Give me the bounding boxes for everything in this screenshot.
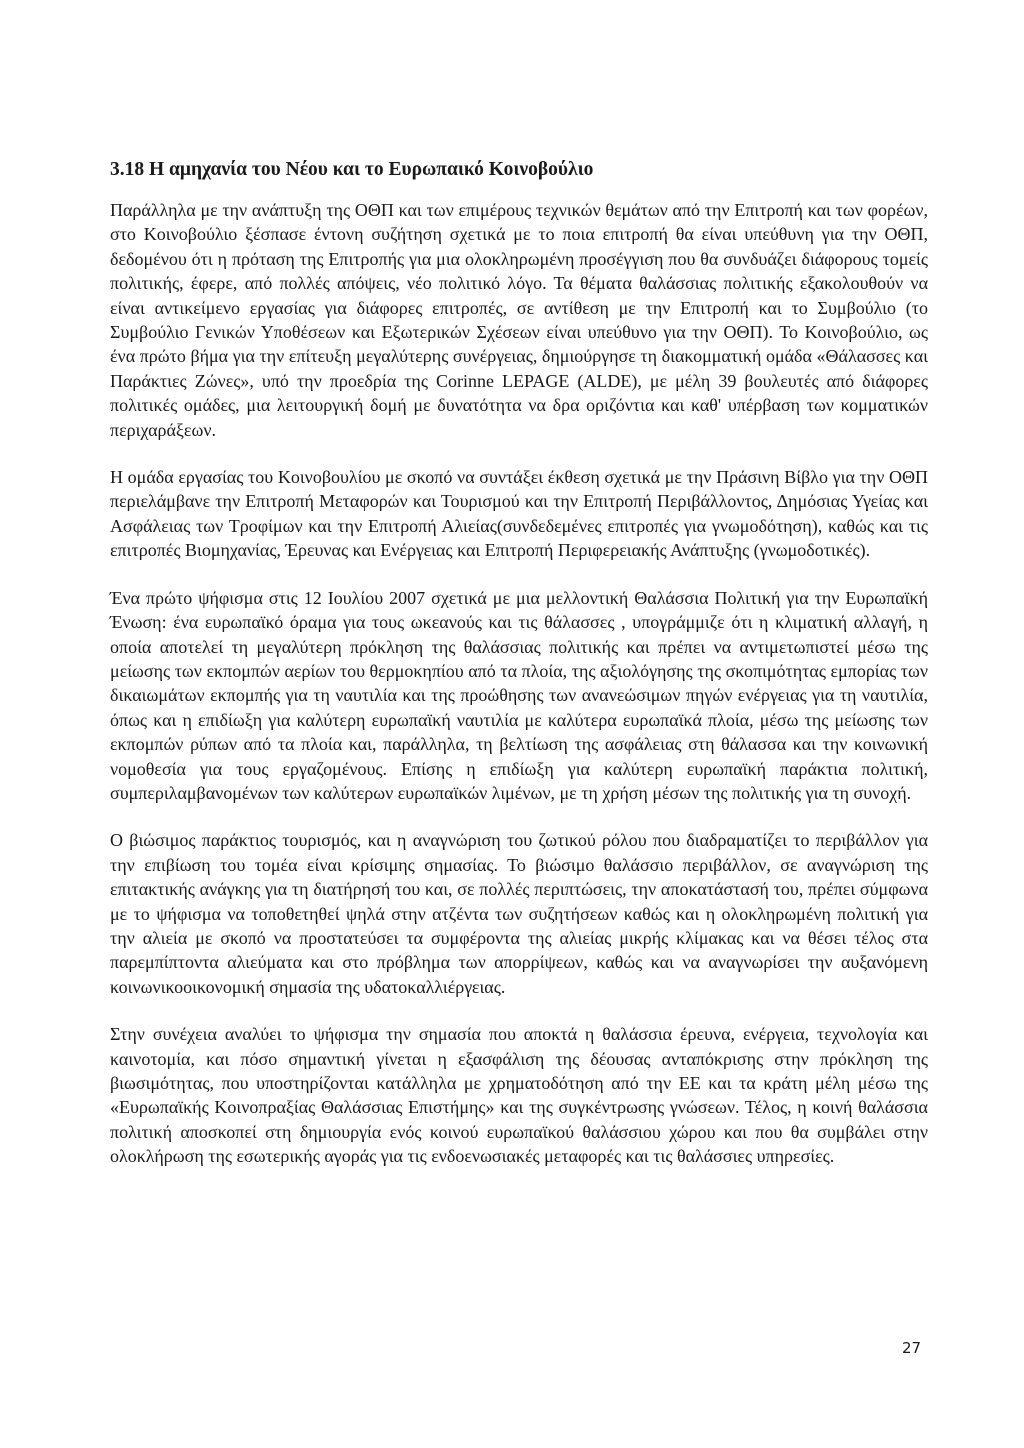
paragraph-3: Ένα πρώτο ψήφισμα στις 12 Ιουλίου 2007 σχετικά με μια μελλοντική Θαλάσσια Πολιτική για την Ευρωπαϊκή Ένωση: ένα ευρωπαϊκό όραμα για τους ωκεανούς και τις θάλασσες , υπογράμμιζε ότι η κλιματική αλλαγή, η οποία αποτελεί τη μεγαλύτερη πρόκληση της θαλάσσιας πολιτικής και πρέπει να αντιμετωπιστεί μέσω της μείωσης των εκπομπών αερίων του θερμοκηπίου από τα πλοία, της αξιολόγησης της σκοπιμότητας εμπορίας των δικαιωμάτων εκπομπής για τη ναυτιλία και της προώθησης των ανανεώσιμων πηγών ενέργειας για τη ναυτιλία, όπως και η επιδίωξη για καλύτερη ευρωπαϊκή ναυτιλία με καλύτερα ευρωπαϊκά πλοία, μέσω της μείωσης των εκπομπών ρύπων από τα πλοία και, παράλληλα, τη βελτίωση της ασφάλειας στη θάλασσα και την κοινωνική νομοθεσία για τους εργαζομένους. Επίσης η επιδίωξη για καλύτερη ευρωπαϊκή παράκτια πολιτική, συμπεριλαμβανομένων των καλύτερων ευρωπαϊκών λιμένων, με τη χρήση μέσων της πολιτικής για τη συνοχή.	[110, 587, 928, 803]
section-heading: 3.18 Η αμηχανία του Νέου και το Ευρωπαικό Κοινοβούλιο	[110, 159, 594, 180]
paragraph-4: Ο βιώσιμος παράκτιος τουρισμός, και η αναγνώριση του ζωτικού ρόλου που διαδραματίζει το περιβάλλον για την επιβίωση του τομέα είναι κρίσιμης σημασίας. Το βιώσιμο θαλάσσιο περιβάλλον, σε αναγνώριση της επιτακτικής ανάγκης για τη διατήρησή του και, σε πολλές περιπτώσεις, την αποκατάστασή του, πρέπει σύμφωνα με το ψήφισμα να τοποθετηθεί ψηλά στην ατζέντα των συζητήσεων καθώς και η ολοκληρωμένη πολιτική για την αλιεία με σκοπό να προστατεύσει τα συμφέροντα της αλιείας μικρής κλίμακας και να θέσει τέλος στα παρεμπίπτοντα αλιεύματα και στο πρόβλημα των απορρίψεων, καθώς και να αναγνωρίσει την αυξανόμενη κοινωνικοοικονομική σημασία της υδατοκαλλιέργειας.	[110, 830, 928, 997]
page-number: 27	[902, 1339, 922, 1357]
body-text	[110, 198, 928, 1192]
paragraph-2: Η ομάδα εργασίας του Κοινοβουλίου με σκοπό να συντάξει έκθεση σχετικά με την Πράσινη Βίβλο για την ΟΘΠ περιελάμβανε την Επιτροπή Μεταφορών και Τουρισμού και την Επιτροπή Περιβάλλοντος, Δημόσιας Υγείας και Ασφάλειας των Τροφίμων και την Επιτροπή Αλιείας(συνδεδεμένες επιτροπές για γνωμοδότηση), καθώς και τις επιτροπές Βιομηχανίας, Έρευνας και Ενέργειας και Επιτροπή Περιφερειακής Ανάπτυξης (γνωμοδοτικές).	[110, 467, 928, 561]
paragraph-1: Παράλληλα με την ανάπτυξη της ΟΘΠ και των επιμέρους τεχνικών θεμάτων από την Επιτροπή και των φορέων, στο Κοινοβούλιο ξέσπασε έντονη συζήτηση σχετικά με το ποια επιτροπή θα είναι υπεύθυνη για την ΟΘΠ, δεδομένου ότι η πρόταση της Επιτροπής για μια ολοκληρωμένη προσέγγιση που θα συνδυάζει διάφορους τομείς πολιτικής, έφερε, από πολλές απόψεις, νέο πολιτικό λόγο. Τα θέματα θαλάσσιας πολιτικής εξακολουθούν να είναι αντικείμενο εργασίας για διάφορες επιτροπές, σε αντίθεση με την Επιτροπή και το Συμβούλιο (το Συμβούλιο Γενικών Υποθέσεων και Εξωτερικών Σχέσεων είναι υπεύθυνο για την ΟΘΠ). Το Κοινοβούλιο, ως ένα πρώτο βήμα για την επίτευξη μεγαλύτερης συνέργειας, δημιούργησε τη διακομματική ομάδα «Θάλασσες και Παράκτιες Ζώνες», υπό την προεδρία της Corinne LEPAGE (ALDE), με μέλη 39 βουλευτές από διάφορες πολιτικές ομάδες, μια λειτουργική δομή με δυνατότητα να δρα οριζόντια και καθ' υπέρβαση των κομματικών περιχαράξεων.	[110, 200, 928, 440]
paragraph-5: Στην συνέχεια αναλύει το ψήφισμα την σημασία που αποκτά η θαλάσσια έρευνα, ενέργεια, τεχνολογία και καινοτομία, και πόσο σημαντική γίνεται η εξασφάλιση της δέουσας ανταπόκρισης στην πρόκληση της βιωσιμότητας, που υποστηρίζονται κατάλληλα με χρηματοδότηση από την ΕΕ και τα κράτη μέλη μέσω της «Ευρωπαϊκής Κοινοπραξίας Θαλάσσιας Επιστήμης» και της συγκέντρωσης γνώσεων. Τέλος, η κοινή θαλάσσια πολιτική αποσκοπεί στη δημιουργία ενός κοινού ευρωπαϊκού θαλάσσιου χώρου και που θα συμβάλει στην ολοκλήρωση της εσωτερικής αγοράς για τις ενδοενωσιακές μεταφορές και τις θαλάσσιες υπηρεσίες.	[110, 1024, 928, 1167]
